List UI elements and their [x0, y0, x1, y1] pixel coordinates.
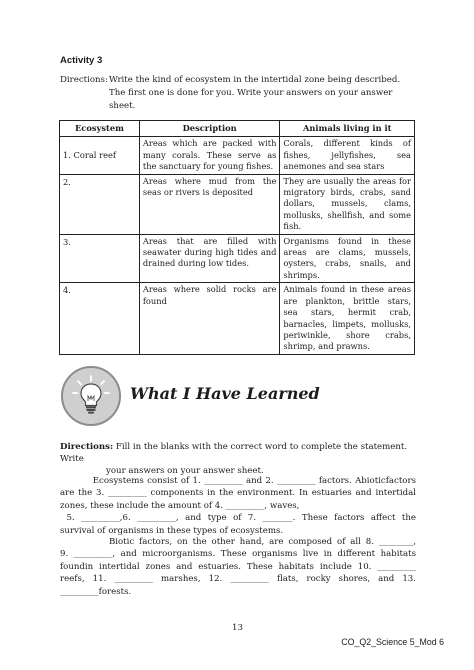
cell-ecosystem: 1. Coral reef	[60, 137, 140, 174]
paragraph-line: Biotic factors, on the other hand, are composed of all 8. ________,	[60, 537, 416, 547]
lightbulb-icon	[61, 366, 121, 426]
page-number: 13	[232, 623, 243, 633]
cell-animals: Corals, different kinds of fishes, jellyfishes, sea anemones and sea stars	[280, 137, 415, 174]
directions-label: Directions:	[60, 442, 114, 452]
cell-ecosystem[interactable]: 2.	[60, 174, 140, 234]
paragraph-line: _________forests.	[60, 586, 132, 597]
cell-animals: Organisms found in these areas are clams, mussels, oysters, crabs, snails, and shrimps.	[280, 234, 415, 283]
abiotic-paragraph	[60, 475, 416, 537]
ecosystem-table	[59, 120, 415, 355]
paragraph-line: Ecosystems consist of 1. _________ and 2. _________ factors. Abioticfactors	[60, 476, 416, 486]
paragraph-line: 9. _________, and microorganisms. These organisms live in different habitats	[60, 549, 416, 560]
paragraph-line: survival of organisms in these types of ecosystems.	[60, 525, 284, 536]
section-title: What I Have Learned	[130, 384, 320, 403]
header-ecosystem: Ecosystem	[60, 121, 140, 137]
cell-description: Areas which are packed with many corals. These serve as the sanctuary for young fishes.	[139, 137, 280, 174]
directions-line-2: your answers on your answer sheet.	[106, 466, 264, 476]
cell-description: Areas where solid rocks are found	[139, 283, 280, 354]
directions-line-1: Fill in the blanks with the correct word to complete the statement. Write	[60, 442, 408, 464]
cell-animals: They are usually the areas for migratory birds, crabs, sand dollars, mussels, clams, mollusks, shellfish, and some fish.	[280, 174, 415, 234]
paragraph-line: are the 3. _________ components in the environment. In estuaries and intertidal	[60, 488, 416, 499]
cell-animals: Animals found in these areas are plankton, brittle stars, sea stars, hermit crab, barnacles, limpets, mollusks, periwinkle, shore crabs, shrimp, and prawns.	[280, 283, 415, 354]
paragraph-line: foundin intertidal zones and estuaries. These habitats include 10. _________	[60, 561, 416, 572]
directions-label: Directions:	[60, 75, 108, 85]
directions-line-2: The first one is done for you. Write your answers on your answer sheet.	[109, 88, 393, 111]
biotic-paragraph	[60, 536, 416, 598]
table-row	[60, 174, 415, 234]
paragraph-line: zones, these include the amount of 4. _________, waves,	[60, 500, 300, 511]
activity-directions	[60, 74, 420, 113]
header-animals: Animals living in it	[280, 121, 415, 137]
cell-description: Areas that are filled with seawater during high tides and drained during low tides.	[139, 234, 280, 283]
table-row	[60, 283, 415, 354]
learned-directions	[60, 441, 416, 477]
header-description: Description	[139, 121, 280, 137]
cell-description: Areas where mud from the seas or rivers is deposited	[139, 174, 280, 234]
paragraph-line: 5. _________,6. _________, and type of 7. _______. These factors affect the	[60, 513, 416, 524]
paragraph-line: reefs, 11. _________ marshes, 12. _________ flats, rocky shores, and 13.	[60, 574, 416, 585]
cell-ecosystem[interactable]: 4.	[60, 283, 140, 354]
table-row	[60, 234, 415, 283]
cell-ecosystem[interactable]: 3.	[60, 234, 140, 283]
module-code: CO_Q2_Science 5_Mod 6	[341, 637, 444, 647]
table-row	[60, 137, 415, 174]
directions-line-1: Write the kind of ecosystem in the intertidal zone being described.	[109, 75, 401, 85]
activity-title: Activity 3	[60, 55, 103, 66]
table-header-row	[60, 121, 415, 137]
